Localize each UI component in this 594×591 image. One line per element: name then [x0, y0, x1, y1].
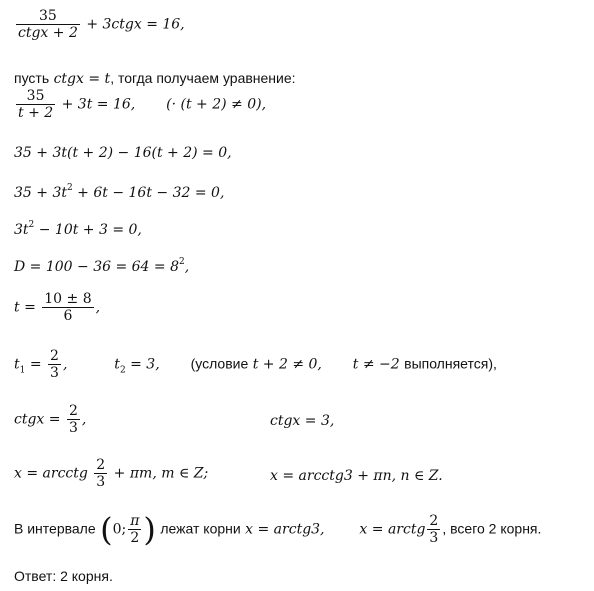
- equation-post: ,: [95, 299, 101, 316]
- t1-sub: 1: [19, 365, 26, 376]
- denominator: 6: [63, 308, 73, 324]
- denominator: 2: [130, 530, 140, 546]
- text-interval: В интервале: [14, 520, 96, 537]
- text-pust: пусть: [14, 70, 50, 86]
- fraction: [48, 348, 61, 381]
- condition: (· (t + 2) ≠ 0),: [166, 96, 267, 113]
- denominator: 3: [68, 420, 78, 436]
- answer-line: [14, 569, 113, 584]
- text-total: , всего 2 корня.: [442, 520, 542, 537]
- t1-eq: =: [29, 356, 42, 373]
- left-pre: ctgx =: [14, 411, 61, 428]
- numerator: 35: [26, 88, 45, 104]
- fraction: [16, 88, 55, 121]
- equation-line-1: [14, 8, 185, 41]
- numerator: 35: [39, 8, 57, 24]
- equation-post: + 6t − 16t − 32 = 0,: [77, 185, 225, 201]
- equation-post: ,: [184, 259, 190, 275]
- denominator: 3: [96, 474, 106, 490]
- fraction: [94, 457, 107, 490]
- t2-var: t: [114, 356, 120, 373]
- general-solution-line: [14, 457, 208, 490]
- numerator: π: [130, 513, 140, 529]
- t1-var: t: [14, 356, 20, 373]
- roots-line: [14, 348, 497, 381]
- fraction: [128, 513, 141, 546]
- equation-line-6: [14, 221, 142, 237]
- condition-math-2: t ≠ −2: [352, 356, 400, 373]
- denominator: t + 2: [18, 105, 54, 121]
- exponent: 2: [28, 220, 35, 230]
- ctg-values-line: [14, 403, 86, 436]
- left-post: + πm, m ∈ Z;: [113, 465, 209, 482]
- equation-pre: D = 100 − 36 = 64 = 8: [14, 259, 180, 275]
- discriminant-line: [14, 258, 189, 274]
- equation-pre: t =: [14, 299, 36, 316]
- root-2-pre: x = arctg: [359, 521, 426, 538]
- left-pre: x = arcctg: [14, 465, 88, 482]
- equation-pre: 3t: [14, 222, 29, 238]
- condition-open: (условие: [190, 355, 249, 372]
- denominator: 3: [429, 530, 439, 546]
- exponent: 2: [66, 183, 73, 193]
- numerator: 2: [96, 457, 106, 473]
- equation-line-5: [14, 184, 224, 200]
- equation-rest: + 3ctgx = 16,: [86, 16, 185, 33]
- condition-close: выполняется),: [404, 355, 497, 372]
- right-equation: ctgx = 3,: [270, 413, 335, 429]
- equation-pre: 35 + 3t: [14, 185, 67, 201]
- text-roots: лежат корни: [160, 520, 241, 537]
- fraction: [67, 403, 80, 436]
- equation-line-4: [14, 146, 232, 160]
- interval-line: В интервале (0; $\frac{\pi}{2}$ ) лежат корни x = arctg3, x = arctg $\frac{2}{3}$ , всего 2 корня.: [14, 510, 542, 549]
- interval-start: 0;: [112, 521, 127, 538]
- fraction: [16, 8, 80, 41]
- numerator: 10 ± 8: [44, 291, 92, 307]
- t1-post: ,: [62, 356, 68, 373]
- text-then: , тогда получаем уравнение:: [110, 70, 296, 86]
- condition-math: t + 2 ≠ 0,: [252, 356, 322, 373]
- fraction: [42, 291, 93, 324]
- denominator: ctgx + 2: [18, 25, 78, 41]
- answer-text: Ответ: 2 корня.: [14, 568, 113, 584]
- denominator: 3: [50, 365, 59, 381]
- equation-rest: + 3t = 16,: [61, 96, 136, 113]
- t2-sub: 2: [119, 365, 126, 376]
- ctg-value-right: [270, 414, 334, 428]
- numerator: 2: [429, 513, 439, 529]
- equation-post: − 10t + 3 = 0,: [38, 222, 142, 238]
- substitution-line: [14, 71, 296, 86]
- right-equation: x = arcctg3 + πn, n ∈ Z.: [270, 468, 443, 484]
- general-solution-right: [270, 469, 443, 483]
- substitution-math: ctgx = t: [53, 71, 111, 87]
- numerator: 2: [68, 403, 78, 419]
- fraction: [427, 513, 440, 546]
- left-post: ,: [81, 411, 87, 428]
- exponent: 2: [179, 257, 185, 267]
- root-1: x = arctg3,: [245, 521, 325, 538]
- equation-text: 35 + 3t(t + 2) − 16(t + 2) = 0,: [14, 145, 232, 161]
- equation-line-3: [14, 88, 266, 121]
- t2-post: = 3,: [130, 356, 160, 373]
- numerator: 2: [50, 348, 59, 364]
- roots-formula-line: [14, 291, 100, 324]
